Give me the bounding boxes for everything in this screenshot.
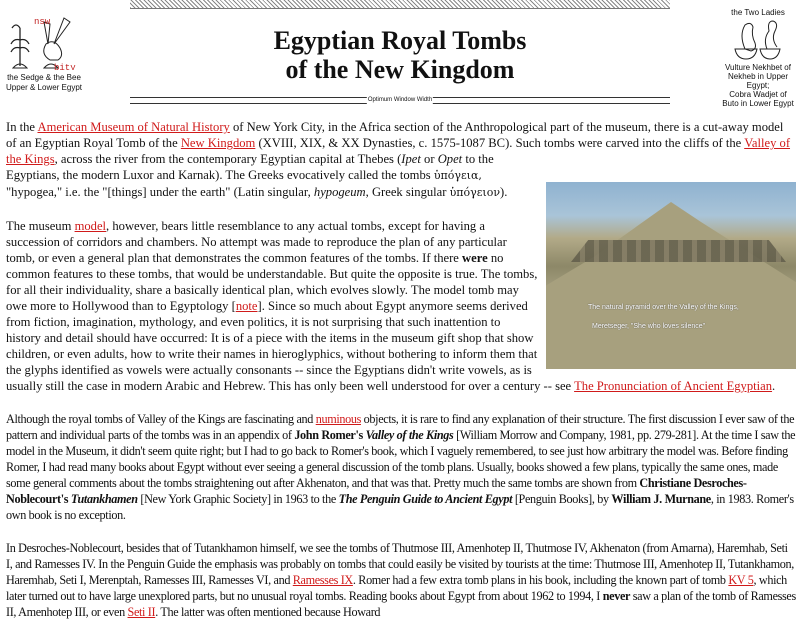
link-numinous[interactable]: numinous (315, 412, 361, 426)
nsw-label: nsw (34, 17, 51, 27)
sedge-and-bee-hieroglyph-icon (8, 14, 80, 70)
title-line: Egyptian Royal Tombs (273, 26, 527, 55)
logo-caption: Cobra Wadjet of (729, 90, 787, 99)
link-seti-ii[interactable]: Seti II (127, 605, 156, 619)
title-line: of the New Kingdom (285, 55, 515, 84)
natural-pyramid-photo (546, 182, 796, 369)
link-model[interactable]: model (74, 219, 107, 233)
link-pronunciation[interactable]: The Pronunciation of Ancient Egyptian (574, 379, 773, 393)
logo-caption: Nekheb in Upper Egypt; (727, 72, 789, 90)
article-body (6, 119, 796, 637)
logo-caption: Buto in Lower Egypt (722, 99, 794, 108)
sedge-bee-logo (4, 14, 84, 93)
logo-heading: the Two Ladies (731, 8, 785, 17)
logo-caption: Upper & Lower Egypt (5, 83, 83, 92)
mountain-shape (546, 202, 796, 369)
photo-caption: The natural pyramid over the Valley of the Kings, (588, 304, 739, 311)
paragraph-museum-model: The museum model, however, bears little resemblance to any actual tombs, except for having a succession of corridors and chambers. No attempt was made to reproduce the plan of any particular tomb, or even a general plan that demonstrates the common features of the tombs. If there were no common features to these tombs, that would be understandable. But quite the opposite is true. The tombs, for all their individuality, share a basically identical plan, which evolves slowly. The model tomb may owe more to Hollywood than to Egyptology [note]. Since so much about Egypt anymore seems derived from fiction, imagination, mythology, and even politics, it is not surprising that such inattention to history and detail should have occurred: It is of a piece with the items in the museum gift shop that show children, or even adults, how to write their names in hieroglyphics, without bothering to inform them that the glyphs identified as vowels were actually consonants -- since the Egyptians didn't write vowels, as is usually still the case in modern Arabic and Hebrew. This has only been well understood for over a century -- see The Pronunciation of Ancient Egyptian. (6, 219, 776, 393)
cliff-band (571, 240, 786, 262)
link-ramesses-ix[interactable]: Ramesses IX (292, 573, 353, 587)
page-title (130, 26, 670, 84)
paragraph-romer: Although the royal tombs of Valley of the Kings are fascinating and numinous objects, it is rare to find any explanation of their structure. The first discussion I ever saw of the pattern and individual parts of the tombs was in an appendix of John Romer's Valley of the Kings [William Morrow and Company, 1981, pp. 279-281]. At the time I saw the model in the Museum, it didn't seem quite right; but I had to go back to Romer's book, which I vaguely remembered, to see just how arbitrary the model was. Before finding Romer, I had read many books about Egypt without ever seeing a general discussion of the tomb plans. Usually, books showed a few plans, typically the same ones, made some general comments about the tombs straightening out after Akhenaton, and that was that. Pretty much the same tombs are shown from Christiane Desroches-Noblecourt's Tutankhamen [New York Graphic Society] in 1963 to the The Penguin Guide to Ancient Egypt [Penguin Books], by William J. Murnane, in 1983. Romer's own book is no exception. (6, 412, 796, 522)
link-kv5[interactable]: KV 5 (728, 573, 754, 587)
link-note[interactable]: note (235, 299, 258, 313)
decorative-pattern-bar (130, 0, 670, 9)
link-valley-of-the-kings[interactable]: Valley of the Kings (6, 136, 791, 166)
paragraph-intro: In the American Museum of Natural History of New York City, in the Africa section of the Anthropological part of the museum, there is a cut-away model of an Egyptian Royal Tomb of the New Kingdom (XVIII, XIX, & XX Dynasties, c. 1575-1087 BC). Such tombs were carved into the cliffs of the Valley of the Kings, across the river from the contemporary Egyptian capital at Thebes (Ipet or Opet The natural pyramid over the Valley of the Kings, Meretseger, "She who loves silence" to the Egyptians, the modern Luxor and Karnak). The Greeks evocatively called the tombs ὑπόγεια, "hypogea," i.e. the "[things] under the earth" (Latin singular, hypogeum, Greek singular ὑπόγειον). (6, 119, 796, 201)
bity-label: bity (54, 63, 76, 70)
link-new-kingdom[interactable]: New Kingdom (180, 136, 256, 150)
ruler-label: Optimum Window Width (367, 97, 433, 103)
logo-caption: the Sedge & the Bee (7, 73, 81, 82)
optimum-window-width-ruler (130, 97, 670, 105)
two-ladies-logo (718, 8, 798, 108)
vulture-cobra-hieroglyph-icon (733, 17, 783, 61)
link-american-museum[interactable]: American Museum of Natural History (37, 120, 230, 134)
logo-caption: Vulture Nekhbet of (725, 63, 791, 72)
paragraph-tomb-lists: In Desroches-Noblecourt, besides that of Tutankhamon himself, we see the tombs of Thutmose III, Amenhotep II, Thutmose IV, Akhenaton (from Amarna), Haremhab, Seti I, and Ramesses IV. In the Penguin Guide the emphasis was probably on tombs that could easily be visited by tourists at the time: Thutmose III, Amenhotep II, Tutankhamon, Haremhab, Seti I, Merenptah, Ramesses III, Ramesses VI, and Ramesses IX. Romer had a few extra tomb plans in his book, including the known part of tomb KV 5, which later turned out to have large unexplored parts, but no unusual royal tombs. Reading books about Egypt from about 1962 to 1994, I never saw a plan of the tomb of Ramesses II, Amenhotep III, or even Seti II. The latter was often mentioned because Howard (6, 541, 796, 619)
photo-caption: Meretseger, "She who loves silence" (592, 323, 706, 330)
